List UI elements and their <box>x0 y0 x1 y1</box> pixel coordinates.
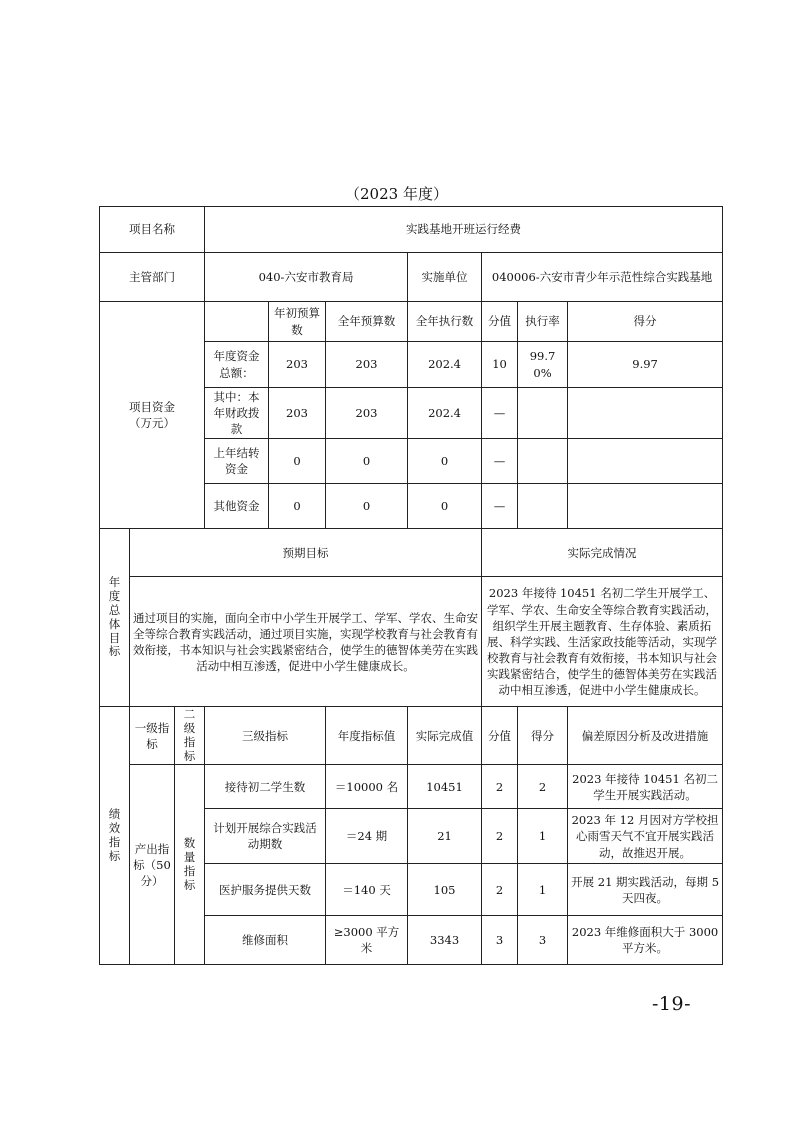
perf-l1-header: 一级指标 <box>130 707 175 765</box>
funds-label-cell: 上年结转资金 <box>205 439 269 484</box>
performance-table <box>99 206 723 965</box>
perf-l3-header: 三级指标 <box>205 707 326 765</box>
perf-actual: 10451 <box>408 765 482 809</box>
funds-score <box>568 484 723 529</box>
funds-exec: 0 <box>408 439 482 484</box>
perf-value: 3 <box>482 916 518 965</box>
funds-rate <box>518 484 568 529</box>
quantity-index-label <box>175 765 205 965</box>
perf-l3: 计划开展综合实践活动期数 <box>205 809 326 864</box>
funds-label: 项目资金 （万元） <box>100 302 205 529</box>
goal-section-text: 年度总体目标 <box>108 575 121 659</box>
perf-value: 2 <box>482 864 518 916</box>
row-project-name <box>100 207 723 253</box>
perf-target: ＝140 天 <box>326 864 408 916</box>
unit-label: 实施单位 <box>408 253 482 302</box>
funds-rate <box>518 439 568 484</box>
perf-target-header: 年度指标值 <box>326 707 408 765</box>
page-number: -19- <box>652 993 692 1015</box>
unit-value: 040006-六安市青少年示范性综合实践基地 <box>482 253 723 302</box>
perf-score: 3 <box>518 916 568 965</box>
col-exec: 全年执行数 <box>408 302 482 342</box>
perf-score-header: 得分 <box>518 707 568 765</box>
perf-score: 1 <box>518 809 568 864</box>
funds-label-cell: 其中：本年财政拨款 <box>205 388 269 439</box>
col-full-budget: 全年预算数 <box>326 302 408 342</box>
goal-section-label <box>100 529 130 707</box>
perf-target: ＝10000 名 <box>326 765 408 809</box>
funds-label-cell: 年度资金总额： <box>205 342 269 388</box>
row-dept <box>100 253 723 302</box>
perf-actual: 21 <box>408 809 482 864</box>
col-initial-budget: 年初预算数 <box>269 302 326 342</box>
dept-value: 040-六安市教育局 <box>205 253 408 302</box>
goal-actual-header: 实际完成情况 <box>482 529 723 577</box>
perf-analysis: 2023 年接待 10451 名初二学生开展实践活动。 <box>568 765 723 809</box>
funds-rate: 99.70% <box>518 342 568 388</box>
funds-score <box>568 388 723 439</box>
funds-header-empty <box>205 302 269 342</box>
funds-full: 0 <box>326 439 408 484</box>
funds-header-row <box>100 302 723 342</box>
perf-analysis: 2023 年 12 月因对方学校担心雨雪天气不宜开展实践活动，故推迟开展。 <box>568 809 723 864</box>
perf-row <box>100 765 723 809</box>
funds-rate <box>518 388 568 439</box>
perf-section-text: 绩效指标 <box>108 807 121 863</box>
col-rate: 执行率 <box>518 302 568 342</box>
col-score-value: 分值 <box>482 302 518 342</box>
funds-exec: 202.4 <box>408 342 482 388</box>
funds-score-value: — <box>482 388 518 439</box>
funds-exec: 0 <box>408 484 482 529</box>
funds-label-cell: 其他资金 <box>205 484 269 529</box>
goal-expected-text: 通过项目的实施，面向全市中小学生开展学工、学军、学农、生命安全等综合教育实践活动，通过项目实施，实现学校教育与社会教育有效衔接，书本知识与社会实践紧密结合，使学生的德智体美劳在实践活动中相互渗透，促进中小学生健康成长。 <box>130 577 482 707</box>
perf-value: 2 <box>482 765 518 809</box>
perf-l2-header-text: 二级指标 <box>183 707 196 763</box>
perf-l3: 接待初二学生数 <box>205 765 326 809</box>
funds-score-value: — <box>482 439 518 484</box>
funds-score <box>568 439 723 484</box>
goal-expected-header: 预期目标 <box>130 529 482 577</box>
perf-l3: 维修面积 <box>205 916 326 965</box>
perf-analysis: 2023 年维修面积大于 3000 平方米。 <box>568 916 723 965</box>
perf-l3: 医护服务提供天数 <box>205 864 326 916</box>
quantity-index-text: 数量指标 <box>183 836 196 892</box>
funds-initial: 0 <box>269 439 326 484</box>
perf-actual: 3343 <box>408 916 482 965</box>
funds-initial: 203 <box>269 342 326 388</box>
funds-exec: 202.4 <box>408 388 482 439</box>
perf-analysis: 开展 21 期实践活动，每期 5 天四夜。 <box>568 864 723 916</box>
funds-full: 203 <box>326 388 408 439</box>
dept-label: 主管部门 <box>100 253 205 302</box>
perf-score: 2 <box>518 765 568 809</box>
perf-value: 2 <box>482 809 518 864</box>
perf-analysis-header: 偏差原因分析及改进措施 <box>568 707 723 765</box>
funds-full: 0 <box>326 484 408 529</box>
perf-target: ＝24 期 <box>326 809 408 864</box>
perf-target: ≥3000 平方米 <box>326 916 408 965</box>
perf-actual-header: 实际完成值 <box>408 707 482 765</box>
perf-header-row <box>100 707 723 765</box>
funds-full: 203 <box>326 342 408 388</box>
funds-score-value: — <box>482 484 518 529</box>
goal-actual-text: 2023 年接待 10451 名初二学生开展学工、学军、学农、生命安全等综合教育实践活动，组织学生开展主题教育、生存体验、素质拓展、科学实践、生活家政技能等活动，实现学校教育与社会教育有效衔接，书本知识与社会实践紧密结合，使学生的德智体美劳在实践活动中相互渗透，促进中小学生健康成长。 <box>482 577 723 707</box>
funds-initial: 203 <box>269 388 326 439</box>
perf-actual: 105 <box>408 864 482 916</box>
funds-initial: 0 <box>269 484 326 529</box>
perf-value-header: 分值 <box>482 707 518 765</box>
year-title: （2023 年度） <box>345 185 448 203</box>
perf-section-label <box>100 707 130 965</box>
goal-body-row <box>100 577 723 707</box>
funds-score-value: 10 <box>482 342 518 388</box>
project-name-value: 实践基地开班运行经费 <box>205 207 723 253</box>
goal-header-row <box>100 529 723 577</box>
col-score: 得分 <box>568 302 723 342</box>
perf-l2-header <box>175 707 205 765</box>
output-index-label: 产出指标（50 分） <box>130 765 175 965</box>
perf-score: 1 <box>518 864 568 916</box>
funds-score: 9.97 <box>568 342 723 388</box>
project-name-label: 项目名称 <box>100 207 205 253</box>
